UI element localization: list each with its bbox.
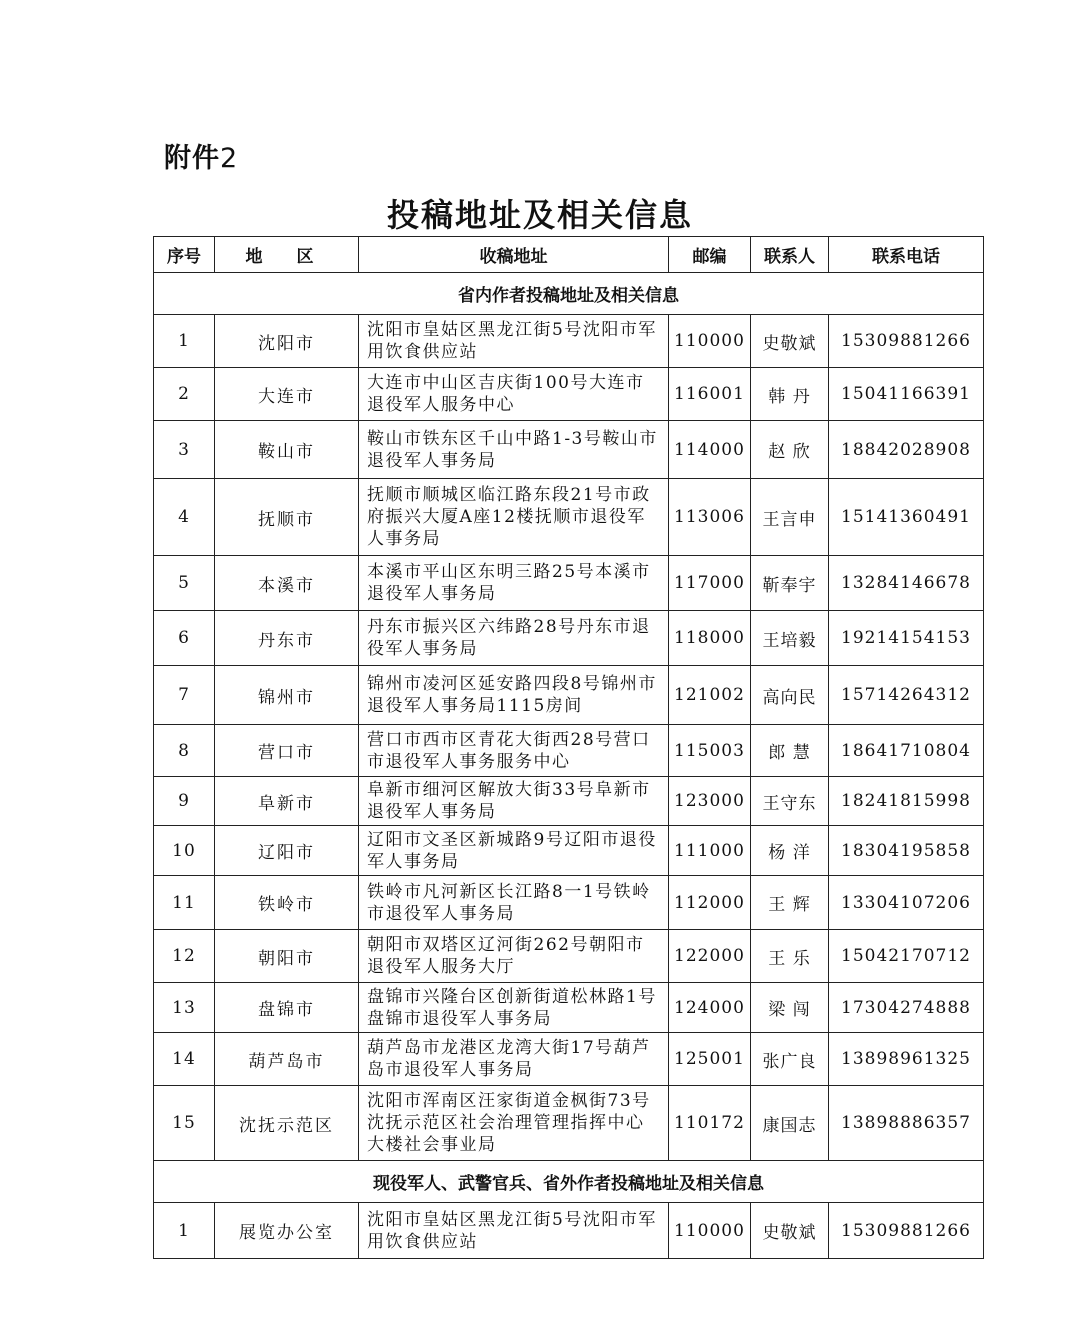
header-region: 地 区 [215,237,359,273]
cell-contact: 韩 丹 [751,368,829,421]
cell-postcode: 114000 [669,421,751,479]
cell-seq: 1 [154,1203,215,1259]
cell-region: 阜新市 [215,777,359,826]
cell-address: 沈阳市皇姑区黑龙江街5号沈阳市军用饮食供应站 [359,315,669,368]
cell-contact: 史敬斌 [751,315,829,368]
cell-address: 沈阳市浑南区汪家街道金枫街73号沈抚示范区社会治理管理指挥中心大楼社会事业局 [359,1086,669,1161]
table-row [154,777,984,826]
attachment-heading [164,136,238,175]
table-row [154,421,984,479]
cell-contact: 康国志 [751,1086,829,1161]
table-row [154,479,984,556]
cell-region: 丹东市 [215,611,359,666]
cell-seq: 6 [154,611,215,666]
cell-region: 锦州市 [215,666,359,725]
cell-contact: 王培毅 [751,611,829,666]
header-seq: 序号 [154,237,215,273]
cell-phone: 18241815998 [829,777,984,826]
cell-address: 鞍山市铁东区千山中路1-3号鞍山市退役军人事务局 [359,421,669,479]
attachment-label: 附件 [164,143,220,174]
attachment-number: 2 [220,143,239,174]
cell-region: 沈阳市 [215,315,359,368]
cell-seq: 7 [154,666,215,725]
cell-postcode: 113006 [669,479,751,556]
cell-address: 本溪市平山区东明三路25号本溪市退役军人事务局 [359,556,669,611]
cell-postcode: 122000 [669,930,751,983]
cell-postcode: 112000 [669,876,751,930]
cell-contact: 张广良 [751,1033,829,1086]
cell-phone: 15309881266 [829,315,984,368]
cell-phone: 13304107206 [829,876,984,930]
table-row [154,611,984,666]
section-row-provincial [154,273,984,315]
cell-seq: 8 [154,725,215,777]
table-row [154,666,984,725]
cell-contact: 梁 闯 [751,983,829,1033]
cell-phone: 15141360491 [829,479,984,556]
cell-region: 抚顺市 [215,479,359,556]
cell-contact: 杨 洋 [751,826,829,876]
cell-postcode: 116001 [669,368,751,421]
cell-region: 盘锦市 [215,983,359,1033]
cell-region: 展览办公室 [215,1203,359,1259]
cell-phone: 13898886357 [829,1086,984,1161]
cell-address: 葫芦岛市龙港区龙湾大街17号葫芦岛市退役军人事务局 [359,1033,669,1086]
cell-phone: 19214154153 [829,611,984,666]
table-row [154,983,984,1033]
table-row [154,556,984,611]
header-contact: 联系人 [751,237,829,273]
cell-region: 本溪市 [215,556,359,611]
cell-contact: 赵 欣 [751,421,829,479]
submission-info-table [153,236,984,1259]
cell-address: 锦州市凌河区延安路四段8号锦州市退役军人事务局1115房间 [359,666,669,725]
cell-contact: 王 乐 [751,930,829,983]
section-title-military: 现役军人、武警官兵、省外作者投稿地址及相关信息 [154,1161,984,1203]
cell-region: 辽阳市 [215,826,359,876]
cell-seq: 1 [154,315,215,368]
cell-postcode: 121002 [669,666,751,725]
cell-phone: 18304195858 [829,826,984,876]
cell-contact: 王言申 [751,479,829,556]
cell-seq: 3 [154,421,215,479]
cell-address: 盘锦市兴隆台区创新街道松林路1号盘锦市退役军人事务局 [359,983,669,1033]
cell-phone: 15041166391 [829,368,984,421]
cell-address: 抚顺市顺城区临江路东段21号市政府振兴大厦A座12楼抚顺市退役军人事务局 [359,479,669,556]
cell-region: 朝阳市 [215,930,359,983]
cell-region: 铁岭市 [215,876,359,930]
cell-phone: 15714264312 [829,666,984,725]
header-phone: 联系电话 [829,237,984,273]
cell-contact: 高向民 [751,666,829,725]
header-address: 收稿地址 [359,237,669,273]
cell-seq: 15 [154,1086,215,1161]
table-row [154,725,984,777]
cell-seq: 2 [154,368,215,421]
cell-region: 鞍山市 [215,421,359,479]
cell-phone: 18641710804 [829,725,984,777]
cell-region: 沈抚示范区 [215,1086,359,1161]
cell-postcode: 118000 [669,611,751,666]
cell-seq: 4 [154,479,215,556]
cell-phone: 15309881266 [829,1203,984,1259]
table-row [154,876,984,930]
cell-phone: 17304274888 [829,983,984,1033]
cell-postcode: 115003 [669,725,751,777]
cell-seq: 12 [154,930,215,983]
cell-contact: 郎 慧 [751,725,829,777]
cell-postcode: 123000 [669,777,751,826]
cell-contact: 史敬斌 [751,1203,829,1259]
cell-address: 营口市西市区青花大街西28号营口市退役军人事务服务中心 [359,725,669,777]
section-title-provincial: 省内作者投稿地址及相关信息 [154,273,984,315]
cell-contact: 靳奉宇 [751,556,829,611]
table-row [154,1203,984,1259]
table-row [154,930,984,983]
cell-contact: 王 辉 [751,876,829,930]
cell-phone: 18842028908 [829,421,984,479]
table-row [154,1033,984,1086]
table-header-row [154,237,984,273]
cell-contact: 王守东 [751,777,829,826]
document-title: 投稿地址及相关信息 [386,196,693,234]
table-row [154,1086,984,1161]
cell-postcode: 110000 [669,315,751,368]
table-row [154,315,984,368]
table-body [154,273,984,1259]
cell-address: 铁岭市凡河新区长江路8一1号铁岭市退役军人事务局 [359,876,669,930]
cell-address: 朝阳市双塔区辽河街262号朝阳市退役军人服务大厅 [359,930,669,983]
section-row-military [154,1161,984,1203]
cell-seq: 5 [154,556,215,611]
cell-address: 大连市中山区吉庆街100号大连市退役军人服务中心 [359,368,669,421]
cell-postcode: 110000 [669,1203,751,1259]
cell-postcode: 110172 [669,1086,751,1161]
cell-postcode: 111000 [669,826,751,876]
header-postcode: 邮编 [669,237,751,273]
cell-region: 葫芦岛市 [215,1033,359,1086]
cell-postcode: 125001 [669,1033,751,1086]
cell-region: 营口市 [215,725,359,777]
cell-postcode: 124000 [669,983,751,1033]
cell-seq: 10 [154,826,215,876]
cell-phone: 13898961325 [829,1033,984,1086]
cell-phone: 15042170712 [829,930,984,983]
table-row [154,368,984,421]
cell-address: 辽阳市文圣区新城路9号辽阳市退役军人事务局 [359,826,669,876]
cell-seq: 13 [154,983,215,1033]
cell-seq: 14 [154,1033,215,1086]
table-row [154,826,984,876]
cell-seq: 11 [154,876,215,930]
cell-address: 丹东市振兴区六纬路28号丹东市退役军人事务局 [359,611,669,666]
cell-region: 大连市 [215,368,359,421]
cell-address: 沈阳市皇姑区黑龙江街5号沈阳市军用饮食供应站 [359,1203,669,1259]
cell-postcode: 117000 [669,556,751,611]
cell-seq: 9 [154,777,215,826]
cell-phone: 13284146678 [829,556,984,611]
cell-address: 阜新市细河区解放大街33号阜新市退役军人事务局 [359,777,669,826]
